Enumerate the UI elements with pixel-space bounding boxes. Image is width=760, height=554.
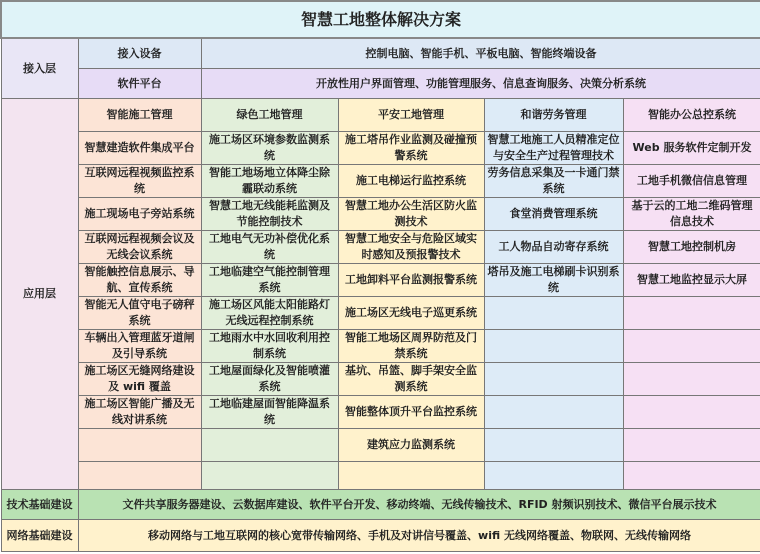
list-item: 智能整体顶升平台监控系统 <box>338 396 484 429</box>
list-item: 施工电梯运行监控系统 <box>338 165 484 198</box>
empty-cell <box>78 462 201 490</box>
access-device-label: 接入设备 <box>78 38 201 69</box>
list-item: 工地临建屋面智能降温系统 <box>201 396 338 429</box>
list-item: 工地卸料平台监测报警系统 <box>338 264 484 297</box>
list-item: 工地电气无功补偿优化系统 <box>201 231 338 264</box>
list-item: 施工场区无缝网络建设及 wifi 覆盖 <box>78 363 201 396</box>
column-header: 智能施工管理 <box>78 99 201 132</box>
empty-cell <box>338 462 484 490</box>
list-item: 劳务信息采集及一卡通门禁系统 <box>484 165 623 198</box>
software-platform-value: 开放性用户界面管理、功能管理服务、信息查询服务、决策分析系统 <box>201 69 760 99</box>
empty-cell <box>78 429 201 462</box>
list-item: 智能工地场区周界防范及门禁系统 <box>338 330 484 363</box>
list-item: 施工场区智能广播及无线对讲系统 <box>78 396 201 429</box>
list-item: Web 服务软件定制开发 <box>623 132 760 165</box>
tech-foundation-label: 技术基础建设 <box>1 490 78 520</box>
empty-cell <box>484 363 623 396</box>
list-item: 互联网远程视频监控系统 <box>78 165 201 198</box>
empty-cell <box>201 429 338 462</box>
empty-cell <box>484 297 623 330</box>
page-title: 智慧工地整体解决方案 <box>1 1 760 38</box>
list-item: 工地手机微信信息管理 <box>623 165 760 198</box>
list-item: 智慧工地监控显示大屏 <box>623 264 760 297</box>
column-header: 平安工地管理 <box>338 99 484 132</box>
list-item: 智慧工地办公生活区防火监测技术 <box>338 198 484 231</box>
list-item: 工地雨水中水回收利用控制系统 <box>201 330 338 363</box>
list-item: 工地屋面绿化及智能喷灌系统 <box>201 363 338 396</box>
empty-cell <box>201 462 338 490</box>
access-layer-label: 接入层 <box>1 38 78 99</box>
column-header: 绿色工地管理 <box>201 99 338 132</box>
list-item: 施工现场电子旁站系统 <box>78 198 201 231</box>
list-item: 基坑、吊篮、脚手架安全监测系统 <box>338 363 484 396</box>
list-item: 基于云的工地二维码管理信息技术 <box>623 198 760 231</box>
list-item: 食堂消费管理系统 <box>484 198 623 231</box>
empty-cell <box>623 297 760 330</box>
list-item: 智能无人值守电子磅秤系统 <box>78 297 201 330</box>
tech-foundation-value: 文件共享服务器建设、云数据库建设、软件平台开发、移动终端、无线传输技术、RFID 射频识别技术、微信平台展示技术 <box>78 490 760 520</box>
list-item: 施工场区无线电子巡更系统 <box>338 297 484 330</box>
list-item: 施工场区环境参数监测系统 <box>201 132 338 165</box>
list-item: 智慧建造软件集成平台 <box>78 132 201 165</box>
list-item: 塔吊及施工电梯刷卡识别系统 <box>484 264 623 297</box>
list-item: 施工场区风能太阳能路灯无线远程控制系统 <box>201 297 338 330</box>
list-item: 建筑应力监测系统 <box>338 429 484 462</box>
list-item: 工人物品自动寄存系统 <box>484 231 623 264</box>
list-item: 智慧工地施工人员精准定位与安全生产过程管理技术 <box>484 132 623 165</box>
empty-cell <box>484 429 623 462</box>
empty-cell <box>623 363 760 396</box>
empty-cell <box>623 429 760 462</box>
empty-cell <box>484 396 623 429</box>
list-item: 智能工地场地立体降尘除霾联动系统 <box>201 165 338 198</box>
list-item: 互联网远程视频会议及无线会议系统 <box>78 231 201 264</box>
network-foundation-label: 网络基础建设 <box>1 520 78 552</box>
list-item: 智能触控信息展示、导航、宣传系统 <box>78 264 201 297</box>
empty-cell <box>623 462 760 490</box>
network-foundation-value: 移动网络与工地互联网的核心宽带传输网络、手机及对讲信号覆盖、wifi 无线网络覆盖、物联网、无线传输网络 <box>78 520 760 552</box>
software-platform-label: 软件平台 <box>78 69 201 99</box>
column-header: 智能办公总控系统 <box>623 99 760 132</box>
list-item: 施工塔吊作业监测及碰撞预警系统 <box>338 132 484 165</box>
list-item: 智慧工地控制机房 <box>623 231 760 264</box>
list-item: 工地临建空气能控制管理系统 <box>201 264 338 297</box>
empty-cell <box>623 396 760 429</box>
column-header: 和谐劳务管理 <box>484 99 623 132</box>
access-device-value: 控制电脑、智能手机、平板电脑、智能终端设备 <box>201 38 760 69</box>
list-item: 智慧工地无线能耗监测及节能控制技术 <box>201 198 338 231</box>
empty-cell <box>623 330 760 363</box>
list-item: 智慧工地安全与危险区域实时感知及预报警技术 <box>338 231 484 264</box>
application-layer-label: 应用层 <box>1 99 78 490</box>
list-item: 车辆出入管理蓝牙道闸及引导系统 <box>78 330 201 363</box>
empty-cell <box>484 462 623 490</box>
empty-cell <box>484 330 623 363</box>
